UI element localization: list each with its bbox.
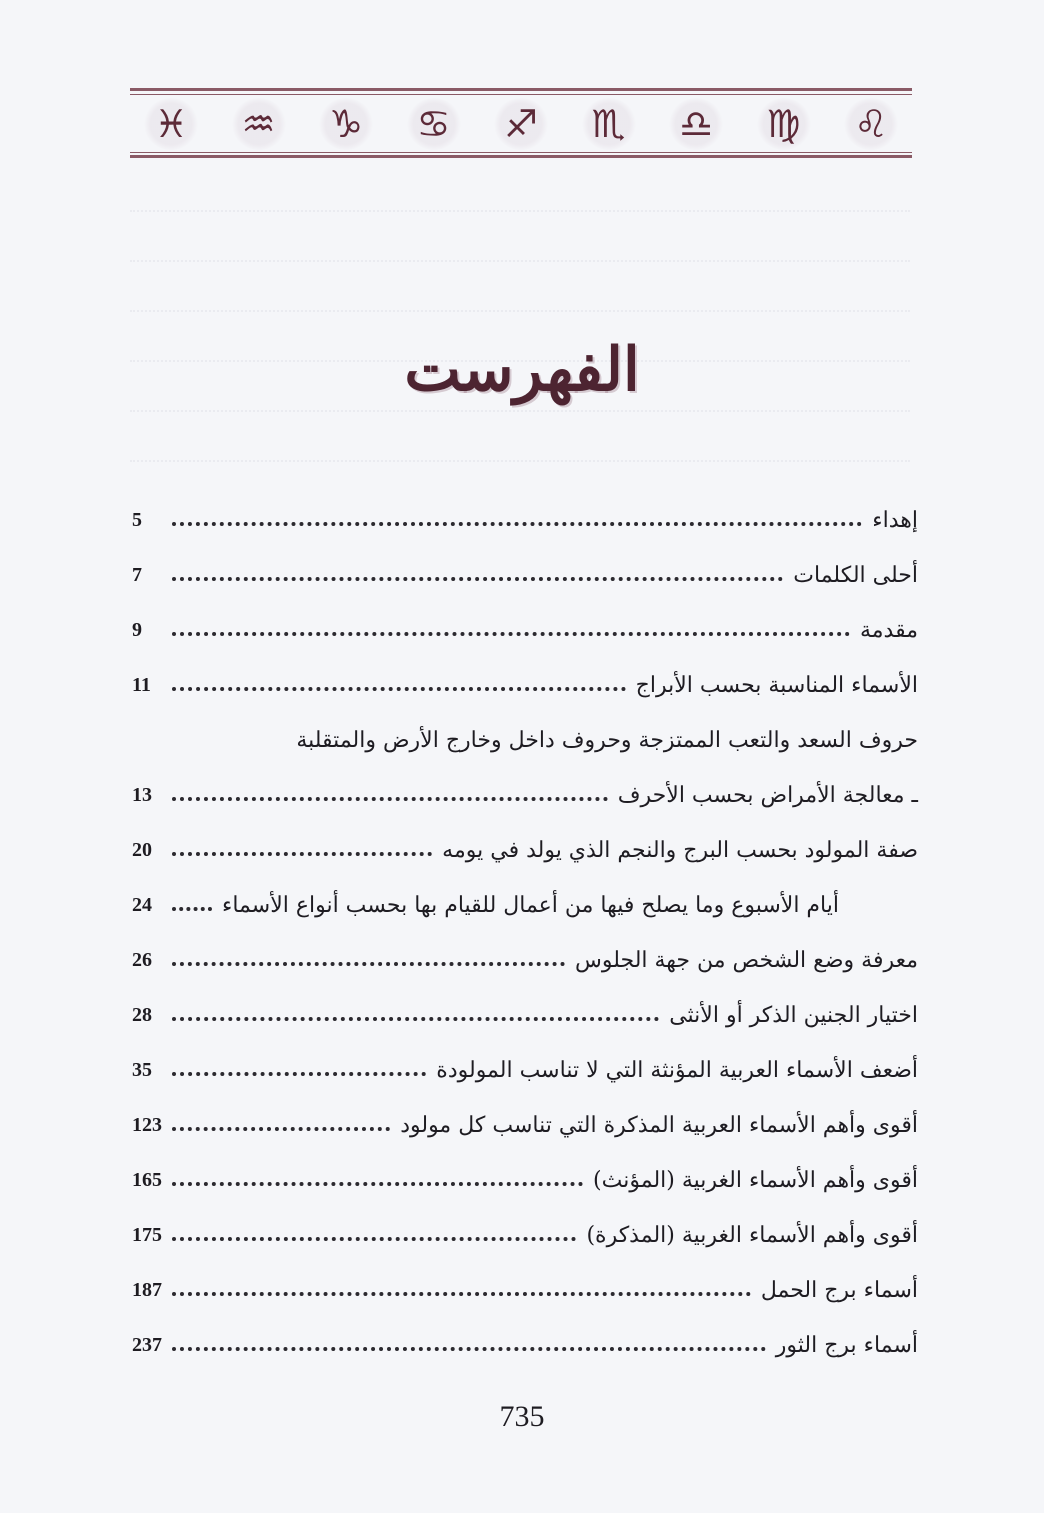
toc-page-number: 11 — [132, 673, 151, 696]
leo-icon: ♌ — [844, 98, 898, 150]
toc-page-number: 24 — [132, 893, 152, 916]
toc-entry-title: أقوى وأهم الأسماء الغربية (المؤنث) — [593, 1167, 918, 1193]
cancer-icon: ♋ — [407, 98, 461, 150]
toc-entry[interactable] — [132, 1050, 918, 1090]
toc-entry[interactable] — [132, 665, 918, 705]
virgo-icon: ♍ — [757, 98, 811, 150]
toc-dot-leader — [172, 1001, 659, 1021]
toc-dot-leader — [172, 946, 565, 966]
toc-entry-title: معرفة وضع الشخص من جهة الجلوس — [574, 947, 918, 973]
toc-page-number: 187 — [132, 1278, 162, 1301]
toc-entry[interactable] — [132, 1160, 918, 1200]
pisces-icon: ♓ — [144, 98, 198, 150]
toc-entry-title: إهداء — [872, 507, 918, 533]
toc-entry-title: أقوى وأهم الأسماء الغربية (المذكرة) — [586, 1222, 918, 1248]
toc-dot-leader — [172, 1056, 426, 1076]
band-top-thin-rule — [130, 94, 912, 95]
toc-entry-title: أسماء برج الثور — [775, 1332, 918, 1358]
toc-entry[interactable] — [132, 1325, 918, 1365]
toc-dot-leader — [172, 1166, 583, 1186]
toc-dot-leader — [172, 836, 432, 856]
page-number: 735 — [499, 1400, 545, 1433]
toc-entry[interactable] — [132, 1270, 918, 1310]
toc-page-number: 5 — [132, 508, 142, 531]
toc-entry[interactable] — [132, 1105, 918, 1145]
band-bottom-thin-rule — [130, 152, 912, 153]
toc-page-number: 9 — [132, 618, 142, 641]
toc-dot-leader — [172, 1331, 766, 1351]
toc-dot-leader — [172, 671, 626, 691]
toc-page-number: 7 — [132, 563, 142, 586]
toc-page-number: 165 — [132, 1168, 162, 1191]
toc-dot-leader — [172, 1221, 576, 1241]
toc-entry[interactable] — [132, 885, 918, 925]
toc-dot-leader — [172, 616, 850, 636]
zodiac-header-band — [130, 88, 912, 160]
toc-entry[interactable] — [132, 830, 918, 870]
toc-entry[interactable] — [132, 555, 918, 595]
toc-entry-title: أقوى وأهم الأسماء العربية المذكرة التي تناسب كل مولود — [400, 1112, 918, 1138]
toc-page-number: 28 — [132, 1003, 152, 1026]
toc-page-number: 26 — [132, 948, 152, 971]
libra-icon: ♎ — [669, 98, 723, 150]
toc-entry-title: مقدمة — [859, 617, 918, 643]
toc-entry-continued[interactable] — [132, 720, 918, 760]
toc-entry[interactable] — [132, 500, 918, 540]
toc-entry-title: أحلى الكلمات — [793, 562, 918, 588]
toc-entry-title: أيام الأسبوع وما يصلح فيها من أعمال للقيام بها بحسب أنواع الأسماء — [222, 892, 839, 918]
sagittarius-icon: ♐ — [494, 98, 548, 150]
toc-dot-leader — [172, 561, 783, 581]
toc-page-number: 237 — [132, 1333, 162, 1356]
toc-entry[interactable] — [132, 775, 918, 815]
toc-entry[interactable] — [132, 610, 918, 650]
toc-entry-title: حروف السعد والتعب الممتزجة وحروف داخل وخارج الأرض والمتقلبة — [296, 727, 918, 753]
scorpio-icon: ♏ — [582, 98, 636, 150]
toc-entry-title: الأسماء المناسبة بحسب الأبراج — [635, 672, 918, 698]
toc-dot-leader — [172, 891, 212, 911]
toc-entry-title: صفة المولود بحسب البرج والنجم الذي يولد في يومه — [442, 837, 918, 863]
toc-dot-leader — [172, 1111, 390, 1131]
band-bottom-rule — [130, 155, 912, 158]
toc-entry-title: أضعف الأسماء العربية المؤنثة التي لا تناسب المولودة — [436, 1057, 918, 1083]
toc-entry-title: أسماء برج الحمل — [760, 1277, 918, 1303]
toc-dot-leader — [172, 781, 608, 801]
toc-entry[interactable] — [132, 995, 918, 1035]
toc-entry[interactable] — [132, 1215, 918, 1255]
band-top-rule — [130, 88, 912, 91]
toc-page-number: 13 — [132, 783, 152, 806]
toc-dot-leader — [172, 1276, 751, 1296]
toc-page-number: 123 — [132, 1113, 162, 1136]
toc-entry-title: ـ معالجة الأمراض بحسب الأحرف — [617, 782, 918, 808]
toc-dot-leader — [172, 506, 862, 526]
toc-page-number: 20 — [132, 838, 152, 861]
toc-page-number: 35 — [132, 1058, 152, 1081]
page-title: الفهرست — [404, 335, 640, 405]
toc-entry-title: اختيار الجنين الذكر أو الأنثى — [669, 1002, 918, 1028]
capricorn-icon: ♑ — [319, 98, 373, 150]
aquarius-icon: ♒ — [232, 98, 286, 150]
toc-page-number: 175 — [132, 1223, 162, 1246]
toc-entry[interactable] — [132, 940, 918, 980]
zodiac-signs-row — [130, 98, 912, 150]
